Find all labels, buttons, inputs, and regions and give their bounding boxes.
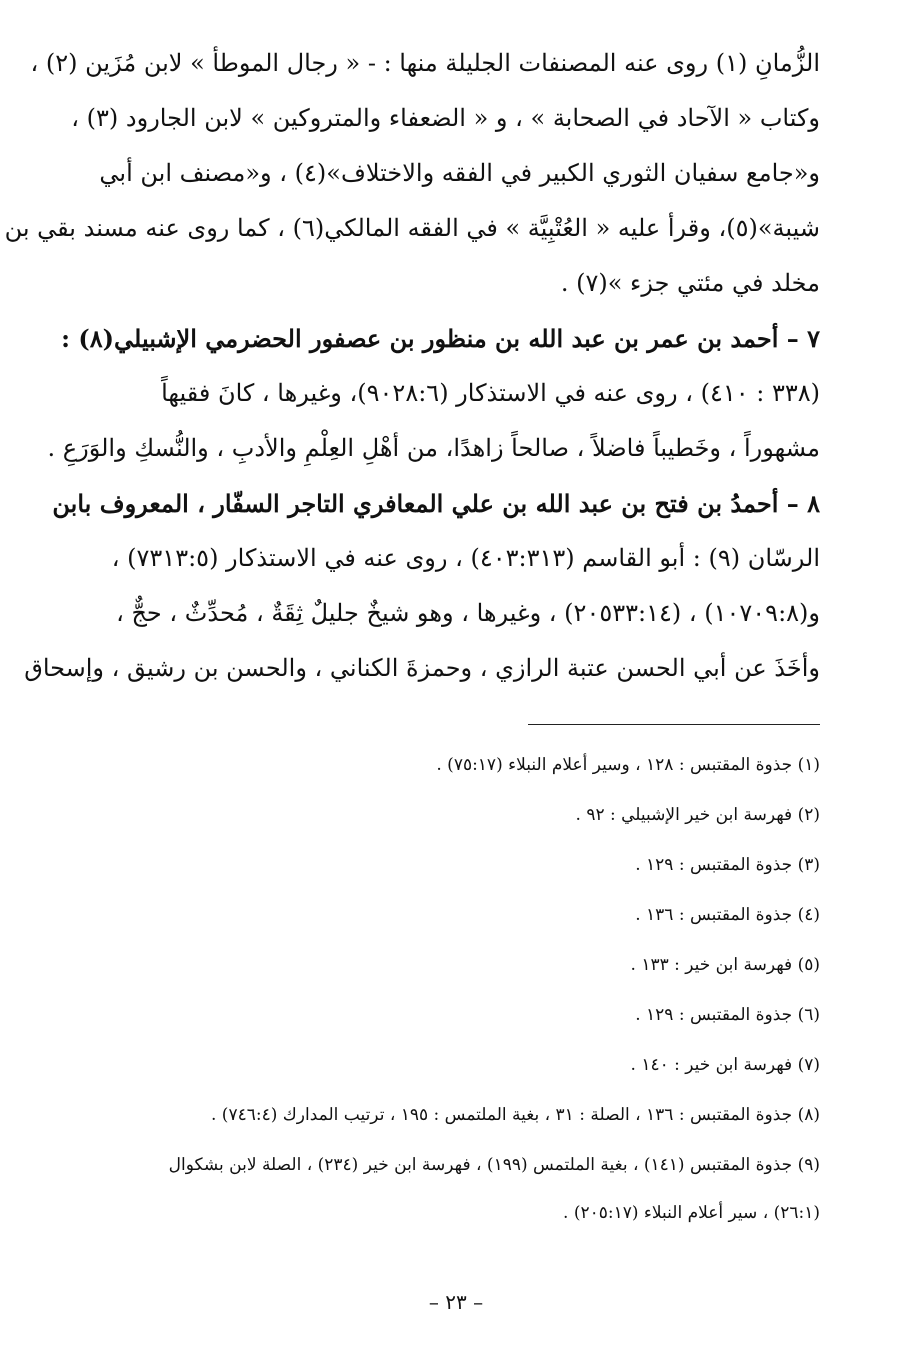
- text-line: وأخَذَ عن أبي الحسن عتبة الرازي ، وحمزةَ الكناني ، والحسن بن رشيق ، وإسحاق: [24, 654, 820, 682]
- main-text: [4, 36, 820, 696]
- text-line: شيبة»(٥)، وقرأ عليه « العُتْبِيَّة » في الفقه المالكي(٦) ، كما روى عنه مسند بقي بن: [4, 214, 820, 242]
- footnote-4: (٤) جذوة المقتبس : ١٣٦ .: [635, 905, 820, 925]
- footnote-2: (٢) فهرسة ابن خير الإشبيلي : ٩٢ .: [575, 805, 820, 825]
- footnote-6: (٦) جذوة المقتبس : ١٢٩ .: [635, 1005, 820, 1025]
- entry-heading-7: ٧ – أحمد بن عمر بن عبد الله بن منظور بن عصفور الحضرمي الإشبيلي(٨) :: [61, 324, 820, 353]
- footnote-5: (٥) فهرسة ابن خير : ١٣٣ .: [630, 955, 820, 975]
- footnote-9: (٩) جذوة المقتبس (١٤١) ، بغية الملتمس (١٩٩) ، فهرسة ابن خير (٢٣٤) ، الصلة لابن بشكوال: [168, 1155, 820, 1175]
- text-line: مخلد في مئتي جزء »(٧) .: [560, 269, 820, 297]
- footnote-divider: [528, 724, 820, 725]
- text-line: وكتاب « الآحاد في الصحابة » ، و « الضعفاء والمتروكين » لابن الجارود (٣) ،: [71, 104, 820, 132]
- text-line: مشهوراً ، وخَطيباً فاضلاً ، صالحاً زاهدًا، من أهْلِ العِلْمِ والأدبِ ، والنُّسكِ والوَرَعِ .: [47, 434, 820, 462]
- text-line: و(١٠٧٠٩:٨) ، (٢٠٥٣٣:١٤) ، وغيرها ، وهو شيخٌ جليلٌ ثِقَةٌ ، مُحدِّثٌ ، حجٌّ ،: [116, 599, 820, 627]
- text-line: الرسّان (٩) : أبو القاسم (٤٠٣:٣١٣) ، روى عنه في الاستذكار (٧٣١٣:٥) ،: [111, 544, 820, 572]
- footnote-9-continued: (٢٦:١) ، سير أعلام النبلاء (٢٠٥:١٧) .: [563, 1203, 820, 1223]
- footnotes: [46, 740, 820, 1236]
- entry-heading-8: ٨ – أحمدُ بن فتح بن عبد الله بن علي المعافري التاجر السفّار ، المعروف بابن: [52, 489, 820, 518]
- text-line: (٣٣٨ : ٤١٠) ، روى عنه في الاستذكار (٩٠٢٨:٦)، وغيرها ، كانَ فقيهاً: [161, 379, 820, 407]
- text-line: الزُّمانِ (١) روى عنه المصنفات الجليلة منها : - « رجال الموطأ » لابن مُزَين (٢) ،: [30, 49, 820, 77]
- footnote-3: (٣) جذوة المقتبس : ١٢٩ .: [635, 855, 820, 875]
- text-line: و«جامع سفيان الثوري الكبير في الفقه والاختلاف»(٤) ، و«مصنف ابن أبي: [99, 159, 820, 187]
- page-number: – ٢٣ –: [428, 1290, 484, 1314]
- footnote-8: (٨) جذوة المقتبس : ١٣٦ ، الصلة : ٣١ ، بغية الملتمس : ١٩٥ ، ترتيب المدارك (٧٤٦:٤) .: [211, 1105, 820, 1125]
- footnote-1: (١) جذوة المقتبس : ١٢٨ ، وسير أعلام النبلاء (٧٥:١٧) .: [436, 755, 820, 775]
- footnote-7: (٧) فهرسة ابن خير : ١٤٠ .: [630, 1055, 820, 1075]
